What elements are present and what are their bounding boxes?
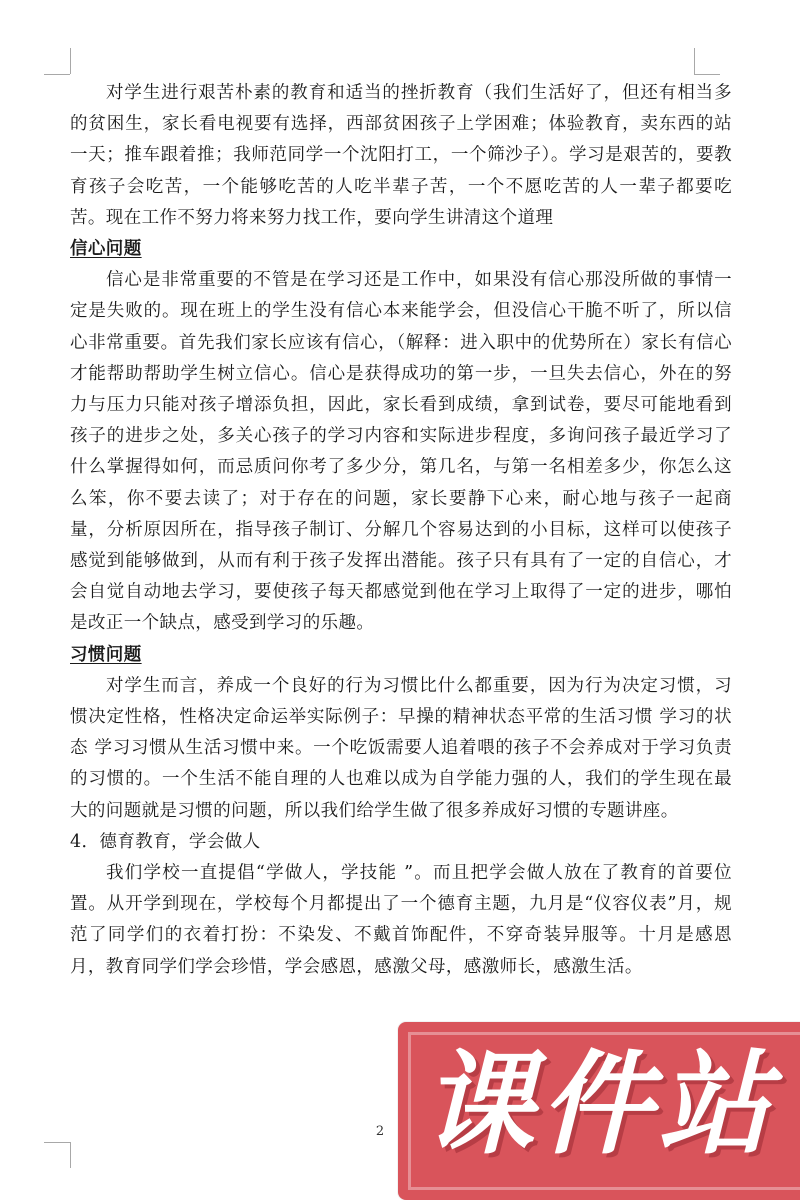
section-heading-moral-education: 4．德育教育，学会做人 [70, 831, 261, 852]
section-heading-confidence: 信心问题 [70, 239, 142, 260]
paragraph-habits: 对学生而言，养成一个良好的行为习惯比什么都重要，因为行为决定习惯，习惯决定性格，性格决定命运举实际例子：早操的精神状态平常的生活习惯 学习的状态 学习习惯从生活习惯中来。一个吃饭需要人追着喂的孩子不会养成对于学习负责的习惯的。一个生活不能自理的人也难以成为自学能力强的人，我们的学生现在最大的问题就是习惯的问题，所以我们给学生做了很多养成好习惯的专题讲座。 [70, 675, 732, 821]
paragraph-hardship-education: 对学生进行艰苦朴素的教育和适当的挫折教育（我们生活好了，但还有相当多的贫困生，家长看电视要有选择，西部贫困孩子上学困难；体验教育，卖东西的站一天；推车跟着推；我师范同学一个沈阳打工，一个筛沙子）。学习是艰苦的，要教育孩子会吃苦，一个能够吃苦的人吃半辈子苦，一个不愿吃苦的人一辈子都要吃苦。现在工作不努力将来努力找工作，要向学生讲清这个道理 [70, 83, 732, 228]
document-body [70, 78, 732, 983]
corner-mark-top-right-v [694, 48, 695, 74]
corner-mark-top-right-h [694, 74, 720, 75]
page-number: 2 [375, 1124, 385, 1139]
watermark-stamp [398, 1022, 800, 1200]
paragraph-moral-education: 我们学校一直提倡“学做人，学技能 ”。而且把学会做人放在了教育的首要位置。从开学到现在，学校每个月都提出了一个德育主题，九月是“仪容仪表”月，规范了同学们的衣着打扮：不染发、不戴首饰配件，不穿奇装异服等。十月是感恩月，教育同学们学会珍惜，学会感恩，感激父母，感激师长，感激生活。 [70, 863, 732, 977]
watermark-logo-text: 课件站 [422, 1040, 776, 1170]
section-heading-habits: 习惯问题 [70, 644, 142, 665]
paragraph-confidence: 信心是非常重要的不管是在学习还是工作中，如果没有信心那没所做的事情一定是失败的。现在班上的学生没有信心本来能学会，但没信心干脆不听了，所以信心非常重要。首先我们家长应该有信心，（解释：进入职中的优势所在）家长有信心才能帮助帮助学生树立信心。信心是获得成功的第一步，一旦失去信心，外在的努力与压力只能对孩子增添负担，因此，家长看到成绩，拿到试卷，要尽可能地看到孩子的进步之处，多关心孩子的学习内容和实际进步程度，多询问孩子最近学习了什么掌握得如何，而忌质问你考了多少分，第几名，与第一名相差多少，你怎么这么笨，你不要去读了；对于存在的问题，家长要静下心来，耐心地与孩子一起商量，分析原因所在，指导孩子制订、分解几个容易达到的小目标，这样可以使孩子感觉到能够做到，从而有利于孩子发挥出潜能。孩子只有具有了一定的自信心，才会自觉自动地去学习，要使孩子每天都感觉到他在学习上取得了一定的进步，哪怕是改正一个缺点，感受到学习的乐趣。 [70, 270, 732, 634]
corner-mark-bottom-left-v [70, 1142, 71, 1168]
corner-mark-top-left-v [70, 48, 71, 74]
corner-mark-bottom-left-h [44, 1142, 70, 1143]
corner-mark-top-left-h [44, 74, 70, 75]
